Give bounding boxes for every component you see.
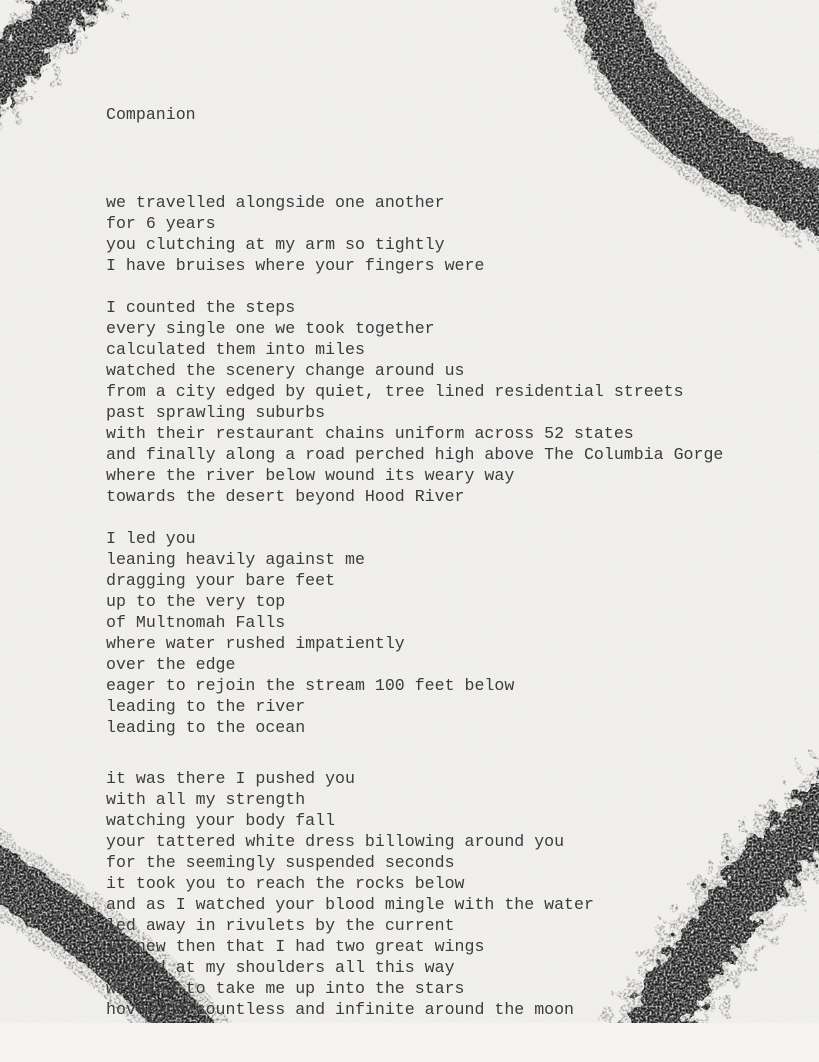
poem-line: you clutching at my arm so tightly xyxy=(106,235,445,254)
poem-title: Companion xyxy=(106,105,196,124)
poem-line: led away in rivulets by the current xyxy=(106,916,455,935)
poem-line: with their restaurant chains uniform across 52 states xyxy=(106,424,634,443)
poem-stanza xyxy=(106,192,723,276)
poem-line: and as I watched your blood mingle with the water xyxy=(106,895,594,914)
poem-line: eager to rejoin the stream 100 feet below xyxy=(106,676,515,695)
poem-line: every single one we took together xyxy=(106,319,435,338)
poem-line: for the seemingly suspended seconds xyxy=(106,853,455,872)
poem-stanza xyxy=(106,768,723,1020)
poem-line: I knew then that I had two great wings xyxy=(106,937,485,956)
poem-line: where water rushed impatiently xyxy=(106,634,405,653)
poem-line: leading to the river xyxy=(106,697,306,716)
poem-line: towards the desert beyond Hood River xyxy=(106,487,465,506)
poem-line: leading to the ocean xyxy=(106,718,306,737)
poem-line: over the edge xyxy=(106,655,236,674)
poem-line: willing to take me up into the stars xyxy=(106,979,465,998)
poem-line: dragging your bare feet xyxy=(106,571,336,590)
poem-line: tucked at my shoulders all this way xyxy=(106,958,455,977)
poem-line: with all my strength xyxy=(106,790,306,809)
poem-line: calculated them into miles xyxy=(106,340,365,359)
poem-line: I led you xyxy=(106,529,196,548)
poem-stanza xyxy=(106,528,723,738)
poem-line: hovering countless and infinite around the moon xyxy=(106,1000,575,1019)
poem-line: up to the very top xyxy=(106,592,286,611)
charcoal-smudge-top-left xyxy=(0,0,118,118)
poem-line: where the river below wound its weary way xyxy=(106,466,515,485)
poem-line: and finally along a road perched high above The Columbia Gorge xyxy=(106,445,724,464)
poem-line: it was there I pushed you xyxy=(106,769,355,788)
poem-line: for 6 years xyxy=(106,214,216,233)
poem-line: watching your body fall xyxy=(106,811,336,830)
poem-line: I have bruises where your fingers were xyxy=(106,256,485,275)
poem-line: your tattered white dress billowing around you xyxy=(106,832,565,851)
poem-line: leaning heavily against me xyxy=(106,550,365,569)
poem-line: past sprawling suburbs xyxy=(106,403,326,422)
poem-line: it took you to reach the rocks below xyxy=(106,874,465,893)
poem xyxy=(106,62,723,1062)
poem-stanzas xyxy=(106,192,723,1020)
poem-line: watched the scenery change around us xyxy=(106,361,465,380)
poem-line: we travelled alongside one another xyxy=(106,193,445,212)
poem-line: of Multnomah Falls xyxy=(106,613,286,632)
poem-stanza xyxy=(106,297,723,507)
poem-line: from a city edged by quiet, tree lined residential streets xyxy=(106,382,684,401)
poem-line: I counted the steps xyxy=(106,298,296,317)
